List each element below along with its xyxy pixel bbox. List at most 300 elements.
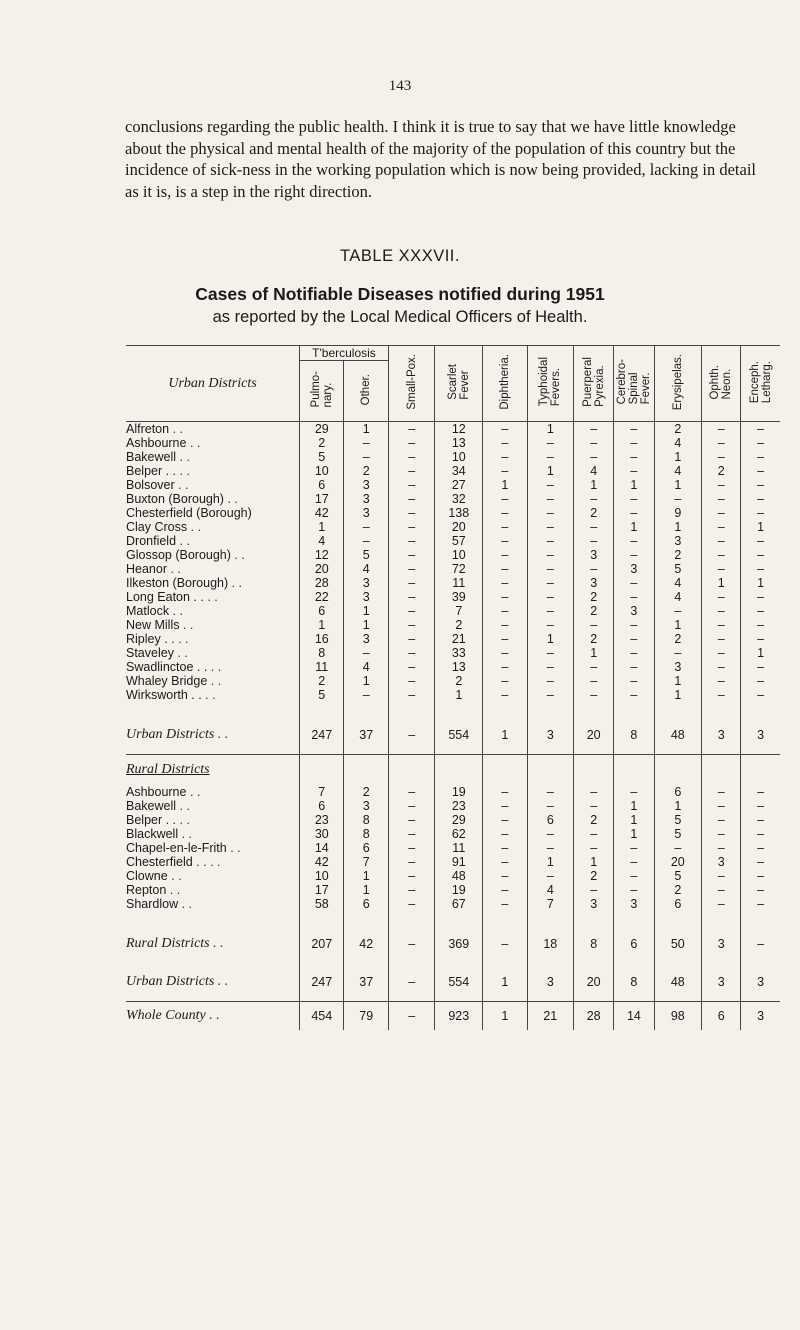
rural-row — [126, 813, 780, 827]
cell-value: 10 — [300, 869, 344, 883]
cell-value: – — [702, 674, 741, 688]
cell-value: 48 — [654, 716, 702, 755]
district-name: New Mills . . — [126, 618, 194, 632]
cell-value: – — [741, 506, 780, 520]
cell-value: 57 — [435, 534, 483, 548]
intro-paragraph: conclusions regarding the public health. I think it is true to say that we have little knowledge about the physical and mental health of the majority of the population of this country but the incidence of sick-ness in the working population which is now being provided, lacking in detail as it is, is a step in the right direction. — [125, 117, 756, 201]
cell-value: 1 — [300, 618, 344, 632]
cell-value: – — [741, 925, 780, 963]
urban-row — [126, 674, 780, 688]
notifiable-diseases-table — [126, 345, 780, 1030]
urban-row — [126, 688, 780, 702]
cell-value: 1 — [654, 450, 702, 464]
cell-value: 6 — [654, 897, 702, 911]
district-name: Blackwell . . — [126, 827, 193, 841]
cell-value: 23 — [435, 799, 483, 813]
district-name: Chesterfield . . . . — [126, 855, 221, 869]
rural-row — [126, 897, 780, 911]
cell-value: 2 — [574, 869, 614, 883]
cell-value: 3 — [741, 1002, 780, 1031]
header-other: Other. — [344, 361, 388, 422]
cell-value: 4 — [300, 534, 344, 548]
cell-value: – — [388, 576, 435, 590]
cell-value: – — [741, 897, 780, 911]
cell-value: 37 — [344, 716, 388, 755]
cell-value: – — [388, 436, 435, 450]
urban-row — [126, 478, 780, 492]
cell-value: 67 — [435, 897, 483, 911]
cell-value: – — [702, 548, 741, 562]
cell-value: 42 — [300, 506, 344, 520]
cell-value: 42 — [300, 855, 344, 869]
cell-value: – — [344, 436, 388, 450]
cell-value: – — [702, 799, 741, 813]
cell-value: 28 — [574, 1002, 614, 1031]
cell-value: – — [614, 646, 654, 660]
cell-value: – — [741, 478, 780, 492]
cell-value: 17 — [300, 492, 344, 506]
cell-value: – — [741, 604, 780, 618]
cell-value: 7 — [300, 785, 344, 799]
cell-value: 6 — [300, 799, 344, 813]
cell-value: 4 — [574, 464, 614, 478]
cell-value: 1 — [654, 799, 702, 813]
district-name: Ripley . . . . — [126, 632, 189, 646]
cell-value: – — [702, 632, 741, 646]
cell-value: – — [574, 618, 614, 632]
district-name: Rural Districts . . — [126, 936, 224, 951]
table-body — [126, 422, 780, 1031]
cell-value: 4 — [654, 576, 702, 590]
urban-row — [126, 464, 780, 478]
cell-value: – — [702, 785, 741, 799]
district-name: Ashbourne . . — [126, 436, 201, 450]
cell-value: – — [574, 436, 614, 450]
spacer-row — [126, 911, 780, 925]
cell-value: – — [483, 841, 527, 855]
district-name: Dronfield . . — [126, 534, 190, 548]
cell-value: – — [388, 827, 435, 841]
cell-value: – — [388, 813, 435, 827]
district-name: Clowne . . — [126, 869, 182, 883]
cell-value: 1 — [344, 604, 388, 618]
cell-value: 2 — [344, 785, 388, 799]
rural-row — [126, 799, 780, 813]
cell-value: 1 — [435, 688, 483, 702]
cell-value: – — [483, 688, 527, 702]
rural-row — [126, 869, 780, 883]
cell-value: 10 — [435, 450, 483, 464]
cell-value: – — [654, 492, 702, 506]
cell-value: 6 — [614, 925, 654, 963]
district-name: Chapel-en-le-Frith . . — [126, 841, 241, 855]
cell-value: 20 — [574, 963, 614, 1002]
cell-value: 2 — [654, 548, 702, 562]
cell-value: – — [702, 688, 741, 702]
cell-value: 4 — [344, 562, 388, 576]
cell-value: – — [483, 422, 527, 437]
cell-value: 1 — [527, 855, 574, 869]
cell-value: – — [614, 548, 654, 562]
cell-value: – — [527, 506, 574, 520]
urban-row — [126, 492, 780, 506]
district-name: Bolsover . . — [126, 478, 189, 492]
cell-value: – — [741, 688, 780, 702]
table-subheading: as reported by the Local Medical Officers of Health. — [212, 308, 588, 326]
cell-value: 3 — [702, 855, 741, 869]
cell-value: 23 — [300, 813, 344, 827]
district-name: Repton . . — [126, 883, 181, 897]
cell-value: – — [483, 464, 527, 478]
cell-value: 8 — [344, 827, 388, 841]
cell-value: 1 — [344, 674, 388, 688]
cell-value: – — [388, 464, 435, 478]
urban-row — [126, 520, 780, 534]
cell-value: – — [388, 799, 435, 813]
cell-value: 2 — [702, 464, 741, 478]
cell-value: – — [702, 883, 741, 897]
cell-value: – — [483, 576, 527, 590]
cell-value: 5 — [344, 548, 388, 562]
cell-value: 13 — [435, 436, 483, 450]
cell-value: 1 — [574, 478, 614, 492]
cell-value: – — [527, 688, 574, 702]
cell-value: 2 — [435, 618, 483, 632]
cell-value: – — [741, 590, 780, 604]
district-name: Clay Cross . . — [126, 520, 202, 534]
urban-row — [126, 646, 780, 660]
cell-value: 13 — [435, 660, 483, 674]
header-smallpox: Small-Pox. — [388, 346, 435, 422]
district-name: Belper . . . . — [126, 464, 190, 478]
cell-value: – — [654, 841, 702, 855]
cell-value: – — [483, 897, 527, 911]
cell-value: 2 — [574, 604, 614, 618]
cell-value: 1 — [483, 1002, 527, 1031]
cell-value: – — [388, 478, 435, 492]
cell-value: 1 — [654, 478, 702, 492]
rural-row — [126, 883, 780, 897]
cell-value: 3 — [344, 590, 388, 604]
cell-value: – — [614, 869, 654, 883]
cell-value: – — [527, 604, 574, 618]
cell-value: – — [388, 716, 435, 755]
cell-value: – — [483, 869, 527, 883]
cell-value: – — [574, 492, 614, 506]
cell-value: 42 — [344, 925, 388, 963]
cell-value: – — [344, 520, 388, 534]
header-enceph-letharg: Enceph. Letharg. — [741, 346, 780, 422]
table-label: TABLE XXXVII. — [340, 247, 460, 265]
cell-value: – — [614, 492, 654, 506]
cell-value: – — [614, 841, 654, 855]
cell-value: – — [741, 618, 780, 632]
cell-value: 50 — [654, 925, 702, 963]
cell-value: 1 — [702, 576, 741, 590]
cell-value: 1 — [527, 422, 574, 437]
urban-row — [126, 618, 780, 632]
cell-value: 1 — [741, 576, 780, 590]
cell-value: 6 — [654, 785, 702, 799]
cell-value: 3 — [574, 576, 614, 590]
cell-value: 2 — [574, 632, 614, 646]
cell-value: – — [741, 841, 780, 855]
cell-value: 10 — [300, 464, 344, 478]
cell-value: 6 — [702, 1002, 741, 1031]
cell-value: – — [654, 604, 702, 618]
cell-value: – — [388, 897, 435, 911]
cell-value: – — [527, 618, 574, 632]
cell-value: 1 — [614, 827, 654, 841]
cell-value: 1 — [654, 520, 702, 534]
cell-value: 98 — [654, 1002, 702, 1031]
cell-value: 1 — [483, 716, 527, 755]
cell-value: – — [388, 883, 435, 897]
cell-value: 1 — [614, 799, 654, 813]
cell-value: – — [614, 688, 654, 702]
cell-value: 2 — [654, 422, 702, 437]
cell-value: – — [483, 548, 527, 562]
cell-value: 1 — [300, 520, 344, 534]
urban-row — [126, 436, 780, 450]
district-name: Urban Districts . . — [126, 716, 300, 755]
cell-value: – — [527, 799, 574, 813]
cell-value: – — [388, 660, 435, 674]
cell-value: – — [344, 688, 388, 702]
cell-value: – — [741, 827, 780, 841]
cell-value: – — [483, 506, 527, 520]
cell-value: – — [574, 688, 614, 702]
cell-value: – — [741, 660, 780, 674]
cell-value: – — [483, 925, 527, 963]
cell-value: – — [388, 534, 435, 548]
cell-value: – — [574, 422, 614, 437]
cell-value: 17 — [300, 883, 344, 897]
urban-row — [126, 590, 780, 604]
cell-value: – — [388, 422, 435, 437]
cell-value: – — [527, 590, 574, 604]
cell-value: – — [741, 855, 780, 869]
district-name: Ashbourne . . — [126, 785, 201, 799]
cell-value: 3 — [654, 660, 702, 674]
cell-value: 6 — [300, 604, 344, 618]
cell-value: – — [614, 576, 654, 590]
cell-value: – — [574, 660, 614, 674]
cell-value: – — [702, 827, 741, 841]
cell-value: 48 — [654, 963, 702, 1002]
cell-value: – — [483, 855, 527, 869]
cell-value: – — [344, 450, 388, 464]
cell-value: – — [614, 660, 654, 674]
cell-value: 3 — [574, 548, 614, 562]
cell-value: – — [702, 646, 741, 660]
cell-value: – — [741, 674, 780, 688]
cell-value: 8 — [300, 646, 344, 660]
cell-value: – — [483, 520, 527, 534]
cell-value: 33 — [435, 646, 483, 660]
cell-value: – — [702, 520, 741, 534]
cell-value: – — [527, 660, 574, 674]
cell-value: – — [614, 506, 654, 520]
cell-value: – — [483, 646, 527, 660]
cell-value: – — [388, 450, 435, 464]
rural-total-row — [126, 925, 780, 963]
urban-total-row — [126, 716, 780, 755]
cell-value: 1 — [614, 478, 654, 492]
urban-row — [126, 534, 780, 548]
cell-value: – — [388, 869, 435, 883]
cell-value: – — [614, 436, 654, 450]
cell-value: – — [702, 813, 741, 827]
cell-value: 11 — [435, 841, 483, 855]
cell-value: – — [483, 492, 527, 506]
cell-value: 8 — [344, 813, 388, 827]
cell-value: 48 — [435, 869, 483, 883]
cell-value: 12 — [300, 548, 344, 562]
cell-value: – — [741, 785, 780, 799]
cell-value: 247 — [300, 716, 344, 755]
cell-value: 22 — [300, 590, 344, 604]
cell-value: 1 — [654, 618, 702, 632]
district-name: Shardlow . . — [126, 897, 193, 911]
cell-value: 19 — [435, 785, 483, 799]
cell-value: – — [702, 534, 741, 548]
table-heading: Cases of Notifiable Diseases notified during 1951 — [195, 284, 605, 304]
cell-value: 2 — [300, 674, 344, 688]
cell-value: – — [741, 436, 780, 450]
cell-value: 1 — [483, 963, 527, 1002]
cell-value: – — [702, 562, 741, 576]
cell-value: – — [614, 855, 654, 869]
cell-value: – — [614, 883, 654, 897]
cell-value: 4 — [527, 883, 574, 897]
cell-value: – — [741, 562, 780, 576]
cell-value: – — [614, 422, 654, 437]
cell-value: – — [483, 436, 527, 450]
cell-value: 3 — [527, 716, 574, 755]
rural-row — [126, 841, 780, 855]
cell-value: 1 — [614, 813, 654, 827]
cell-value: 21 — [527, 1002, 574, 1031]
cell-value: – — [574, 674, 614, 688]
district-name: Long Eaton . . . . — [126, 590, 218, 604]
header-puerperal-pyrexia: Puerperal Pyrexia. — [574, 346, 614, 422]
cell-value: 39 — [435, 590, 483, 604]
cell-value: 3 — [344, 799, 388, 813]
cell-value: – — [702, 660, 741, 674]
cell-value: – — [702, 590, 741, 604]
cell-value: 14 — [614, 1002, 654, 1031]
district-name: Staveley . . — [126, 646, 188, 660]
cell-value: – — [741, 464, 780, 478]
cell-value: – — [702, 897, 741, 911]
cell-value: – — [527, 869, 574, 883]
cell-value: – — [388, 492, 435, 506]
cell-value: 3 — [527, 963, 574, 1002]
cell-value: – — [574, 534, 614, 548]
cell-value: 3 — [741, 963, 780, 1002]
cell-value: 4 — [654, 590, 702, 604]
cell-value: – — [388, 646, 435, 660]
cell-value: 3 — [344, 492, 388, 506]
cell-value: – — [388, 506, 435, 520]
cell-value: – — [483, 660, 527, 674]
cell-value: – — [614, 618, 654, 632]
cell-value: – — [741, 632, 780, 646]
cell-value: 8 — [614, 716, 654, 755]
cell-value: – — [702, 506, 741, 520]
rural-section-header: Rural Districts — [126, 755, 780, 786]
cell-value: – — [483, 534, 527, 548]
cell-value: – — [702, 436, 741, 450]
cell-value: – — [702, 492, 741, 506]
cell-value: 554 — [435, 716, 483, 755]
cell-value: 6 — [344, 841, 388, 855]
cell-value: – — [527, 520, 574, 534]
cell-value: 5 — [300, 450, 344, 464]
district-name: Buxton (Borough) . . — [126, 492, 238, 506]
district-name: Belper . . . . — [126, 813, 190, 827]
cell-value: – — [388, 604, 435, 618]
cell-value: – — [388, 632, 435, 646]
cell-value: – — [614, 785, 654, 799]
cell-value: 1 — [654, 688, 702, 702]
cell-value: 1 — [614, 520, 654, 534]
urban-row — [126, 450, 780, 464]
cell-value: – — [654, 646, 702, 660]
district-name: Whole County . . — [126, 1008, 220, 1023]
cell-value: 3 — [344, 576, 388, 590]
cell-value: 9 — [654, 506, 702, 520]
cell-value: 4 — [344, 660, 388, 674]
cell-value: 369 — [435, 925, 483, 963]
cell-value: 5 — [654, 827, 702, 841]
urban-row — [126, 660, 780, 674]
rural-row — [126, 855, 780, 869]
cell-value: 4 — [654, 436, 702, 450]
urban-row — [126, 604, 780, 618]
cell-value: 2 — [344, 464, 388, 478]
cell-value: – — [527, 562, 574, 576]
cell-value: – — [527, 841, 574, 855]
cell-value: 58 — [300, 897, 344, 911]
cell-value: – — [527, 436, 574, 450]
cell-value: 1 — [344, 883, 388, 897]
district-name: Matlock . . — [126, 604, 183, 618]
cell-value: 2 — [574, 813, 614, 827]
cell-value: 72 — [435, 562, 483, 576]
cell-value: 10 — [435, 548, 483, 562]
cell-value: – — [702, 604, 741, 618]
cell-value: – — [702, 478, 741, 492]
cell-value: – — [388, 674, 435, 688]
cell-value: – — [483, 813, 527, 827]
cell-value: – — [702, 450, 741, 464]
cell-value: 29 — [435, 813, 483, 827]
cell-value: – — [388, 590, 435, 604]
district-name: Bakewell . . — [126, 799, 190, 813]
header-typhoidal-fevers: Typhoidal Fevers. — [527, 346, 574, 422]
cell-value: 11 — [300, 660, 344, 674]
cell-value: – — [702, 422, 741, 437]
cell-value: 2 — [300, 436, 344, 450]
cell-value: – — [344, 646, 388, 660]
cell-value: 11 — [435, 576, 483, 590]
urban-row — [126, 506, 780, 520]
cell-value: 1 — [574, 646, 614, 660]
cell-value: – — [388, 688, 435, 702]
cell-value: – — [388, 841, 435, 855]
